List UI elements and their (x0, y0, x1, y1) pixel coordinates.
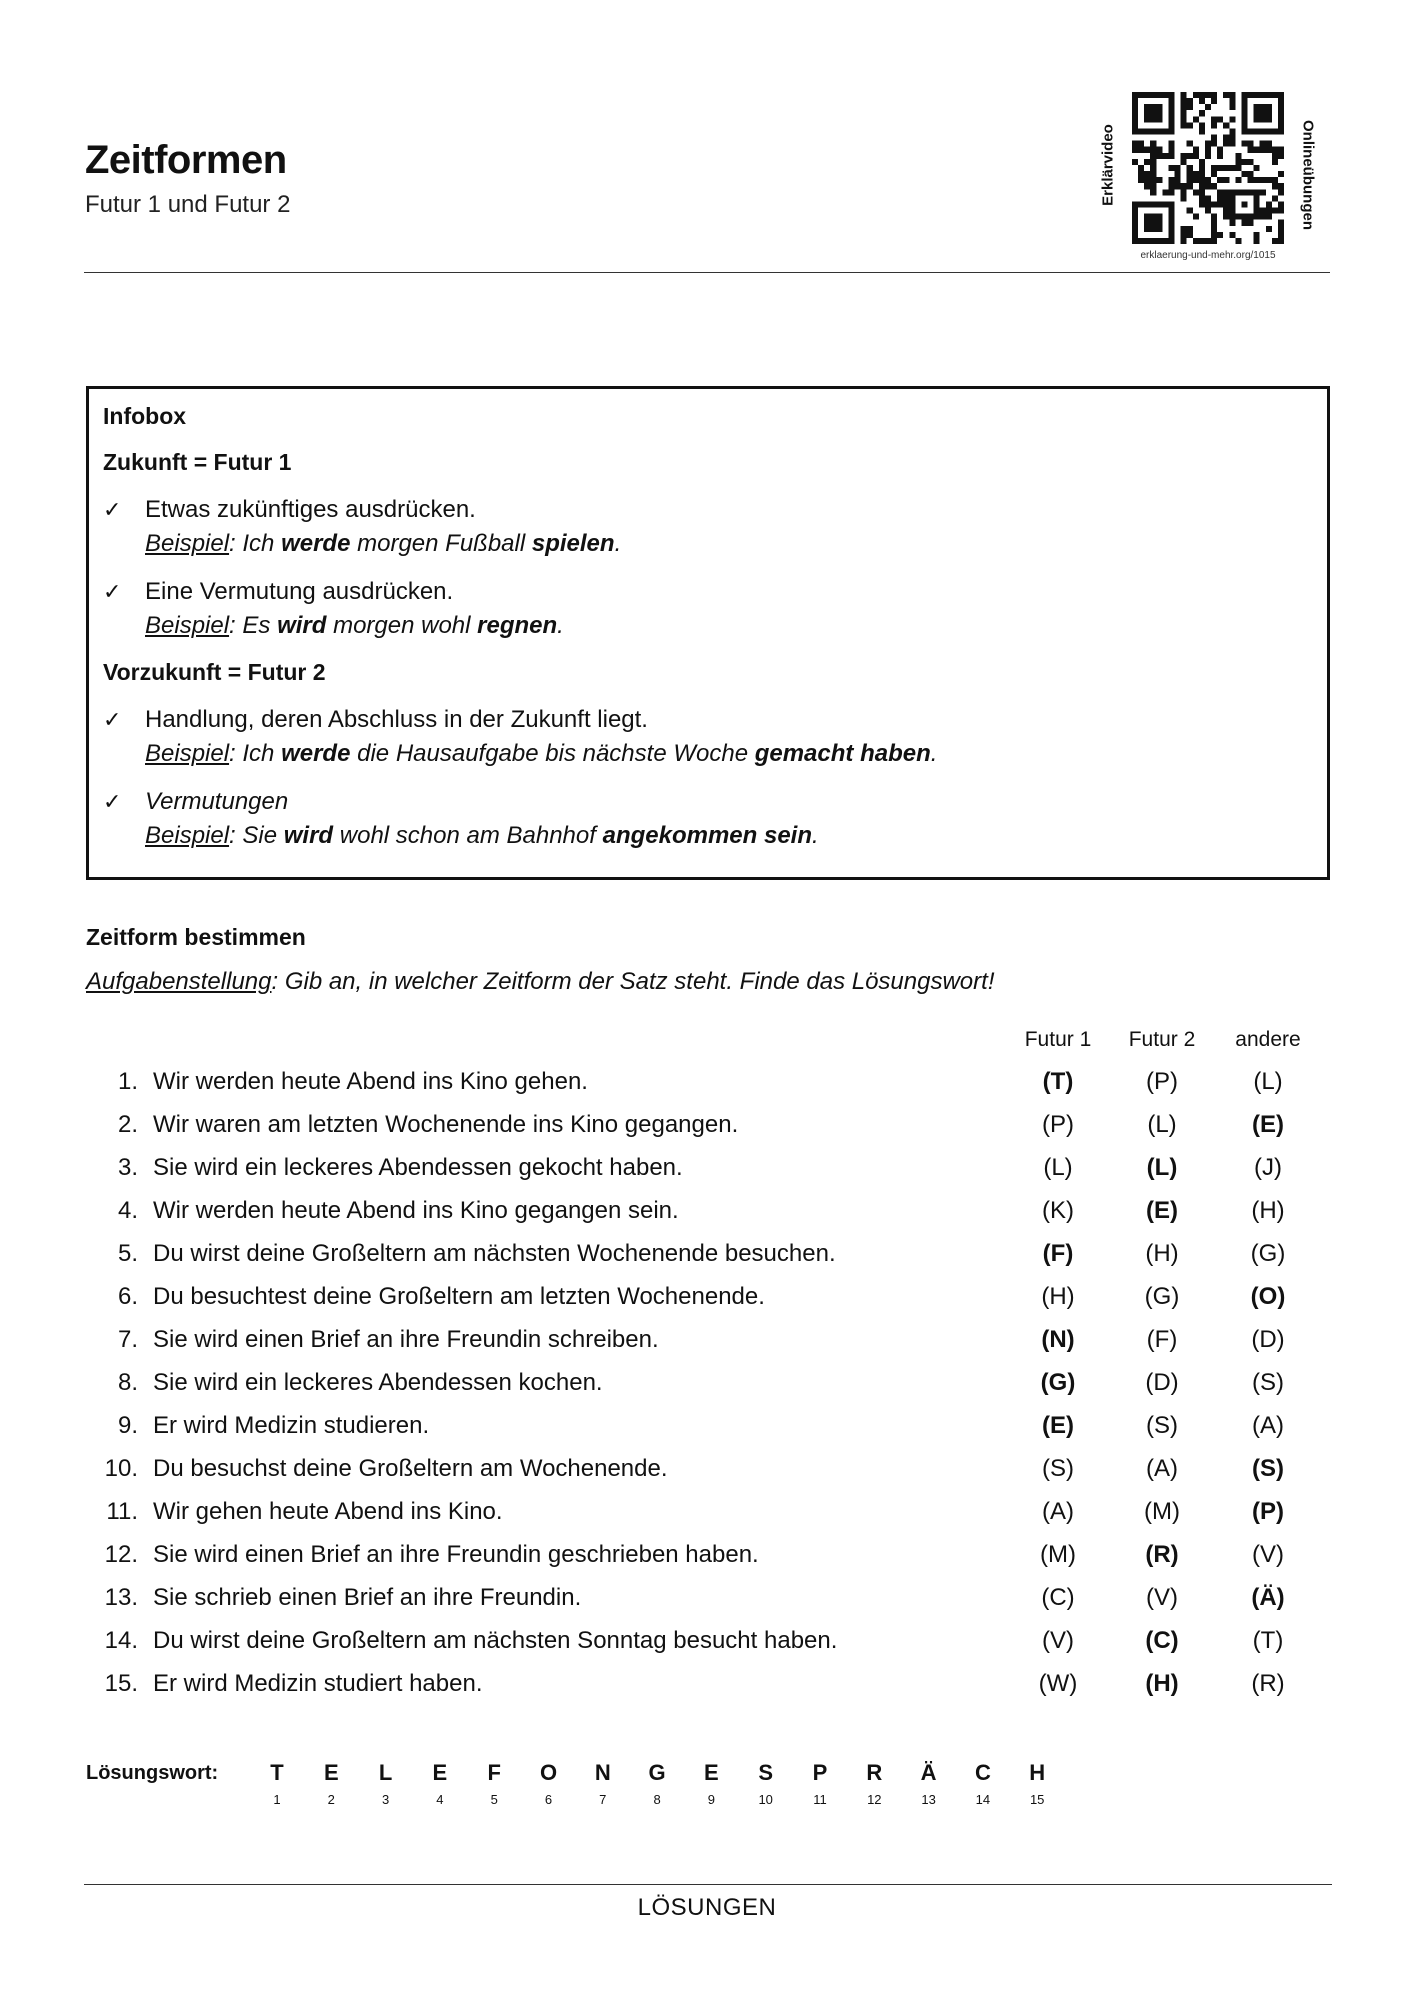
option[interactable]: (C) (1041, 1584, 1075, 1611)
exercise-row (0, 1541, 1414, 1581)
row-number: 12. (104, 1541, 138, 1568)
option[interactable]: (K) (1042, 1197, 1074, 1224)
option[interactable]: (M) (1144, 1498, 1180, 1525)
row-sentence: Wir gehen heute Abend ins Kino. (153, 1498, 503, 1525)
infobox-example: Beispiel: Es wird morgen wohl regnen. (145, 612, 564, 639)
exercise-row (0, 1154, 1414, 1194)
solution-letter: P (812, 1760, 828, 1785)
row-number: 3. (117, 1154, 138, 1181)
infobox (86, 386, 1330, 880)
row-number: 1. (117, 1068, 138, 1095)
solution-number: 3 (381, 1792, 390, 1807)
option[interactable]: (D) (1145, 1369, 1179, 1396)
solution-number: 6 (544, 1792, 553, 1807)
solution-number: 7 (599, 1792, 607, 1807)
option-selected[interactable]: (S) (1252, 1455, 1284, 1482)
page-title: Zeitformen (85, 138, 287, 182)
row-number: 4. (117, 1197, 138, 1224)
infobox-item-text: Eine Vermutung ausdrücken. (145, 578, 454, 605)
infobox-example: Beispiel: Sie wird wohl schon am Bahnhof angekommen sein. (145, 822, 819, 849)
page-subtitle: Futur 1 und Futur 2 (85, 191, 291, 218)
solution-letter: L (378, 1760, 393, 1785)
option[interactable]: (S) (1042, 1455, 1074, 1482)
solution-number: 11 (813, 1792, 827, 1807)
option[interactable]: (L) (1253, 1068, 1283, 1095)
solution-letter: S (758, 1760, 774, 1785)
exercise-row (0, 1283, 1414, 1323)
solution-number: 14 (975, 1792, 991, 1807)
option[interactable]: (M) (1040, 1541, 1076, 1568)
option-selected[interactable]: (H) (1145, 1670, 1179, 1697)
exercise-row (0, 1369, 1414, 1409)
exercise-row (0, 1197, 1414, 1237)
solution-number: 8 (653, 1792, 661, 1807)
option[interactable]: (J) (1254, 1154, 1282, 1181)
footer-label: LÖSUNGEN (637, 1894, 777, 1921)
solution-number: 9 (707, 1792, 715, 1807)
row-sentence: Sie wird einen Brief an ihre Freundin geschrieben haben. (153, 1541, 759, 1568)
exercise-row (0, 1627, 1414, 1667)
option-selected[interactable]: (P) (1252, 1498, 1284, 1525)
row-number: 6. (117, 1283, 138, 1310)
option[interactable]: (V) (1252, 1541, 1284, 1568)
solution-letter: Ä (920, 1760, 937, 1785)
solution-number: 1 (273, 1792, 281, 1807)
row-number: 7. (117, 1326, 138, 1353)
solution-letter: C (974, 1760, 991, 1785)
option[interactable]: (H) (1251, 1197, 1285, 1224)
option[interactable]: (A) (1146, 1455, 1178, 1482)
solution-letter: E (704, 1760, 719, 1785)
option[interactable]: (V) (1146, 1584, 1178, 1611)
row-sentence: Du besuchst deine Großeltern am Wochenende. (153, 1455, 668, 1482)
row-sentence: Du wirst deine Großeltern am nächsten Wochenende besuchen. (153, 1240, 836, 1267)
infobox-example: Beispiel: Ich werde die Hausaufgabe bis nächste Woche gemacht haben. (145, 740, 938, 767)
checkmark-icon: ✓ (103, 579, 122, 604)
qr-block (1090, 90, 1330, 268)
exercise-row (0, 1240, 1414, 1280)
qr-url: erklaerung-und-mehr.org/1015 (1140, 250, 1276, 261)
row-number: 11. (106, 1498, 138, 1525)
solution-letter: G (648, 1760, 666, 1785)
qr-left-label: Erklärvideo (1099, 124, 1117, 206)
option[interactable]: (W) (1038, 1670, 1078, 1697)
row-number: 2. (117, 1111, 138, 1138)
solution-letter: H (1029, 1760, 1046, 1785)
row-number: 8. (117, 1369, 138, 1396)
exercise-row (0, 1584, 1414, 1624)
option[interactable]: (S) (1252, 1369, 1284, 1396)
row-sentence: Wir werden heute Abend ins Kino gegangen sein. (153, 1197, 679, 1224)
option[interactable]: (H) (1041, 1283, 1075, 1310)
option-selected[interactable]: (R) (1145, 1541, 1179, 1568)
option-selected[interactable]: (Ä) (1251, 1584, 1285, 1611)
option[interactable]: (L) (1147, 1111, 1177, 1138)
infobox-section-futur1: Zukunft = Futur 1 (103, 449, 292, 475)
solution-number: 13 (921, 1792, 936, 1807)
checkmark-icon: ✓ (103, 789, 122, 814)
column-header-futur1: Futur 1 (1024, 1028, 1092, 1051)
solution-number: 5 (490, 1792, 498, 1807)
checkmark-icon: ✓ (103, 707, 122, 732)
infobox-title: Infobox (103, 403, 187, 429)
solution-letter: O (539, 1760, 558, 1785)
qr-right-label: Onlineübungen (1299, 120, 1317, 230)
option[interactable]: (A) (1252, 1412, 1284, 1439)
option[interactable]: (G) (1144, 1283, 1180, 1310)
qr-code-icon[interactable] (1132, 92, 1284, 244)
row-sentence: Du wirst deine Großeltern am nächsten Sonntag besucht haben. (153, 1627, 838, 1654)
infobox-item-text: Handlung, deren Abschluss in der Zukunft liegt. (145, 706, 648, 733)
exercise-heading: Zeitform bestimmen (86, 924, 306, 950)
option-selected[interactable]: (C) (1145, 1627, 1179, 1654)
option[interactable]: (D) (1251, 1326, 1285, 1353)
option-selected[interactable]: (G) (1040, 1369, 1076, 1396)
solution-number: 10 (758, 1792, 773, 1807)
option[interactable]: (L) (1043, 1154, 1073, 1181)
option-selected[interactable]: (E) (1252, 1111, 1284, 1138)
solution-letter: T (270, 1760, 284, 1785)
option-selected[interactable]: (E) (1146, 1197, 1178, 1224)
row-number: 14. (104, 1627, 138, 1654)
option[interactable]: (P) (1146, 1068, 1178, 1095)
column-header-andere: andere (1235, 1028, 1301, 1051)
option-selected[interactable]: (E) (1042, 1412, 1074, 1439)
option[interactable]: (F) (1146, 1326, 1178, 1353)
option[interactable]: (R) (1251, 1670, 1285, 1697)
exercise-row (0, 1412, 1414, 1452)
solution-number: 12 (867, 1792, 882, 1807)
infobox-example: Beispiel: Ich werde morgen Fußball spielen. (145, 530, 622, 557)
option-selected[interactable]: (L) (1146, 1154, 1178, 1181)
row-sentence: Du besuchtest deine Großeltern am letzten Wochenende. (153, 1283, 765, 1310)
option[interactable]: (G) (1250, 1240, 1286, 1267)
infobox-section-futur2: Vorzukunft = Futur 2 (103, 659, 326, 685)
row-number: 10. (104, 1455, 138, 1482)
option-selected[interactable]: (T) (1042, 1068, 1074, 1095)
option-selected[interactable]: (F) (1042, 1240, 1074, 1267)
solution-number: 15 (1029, 1792, 1045, 1807)
column-header-futur2: Futur 2 (1128, 1028, 1196, 1051)
exercise-row (0, 1498, 1414, 1538)
row-sentence: Er wird Medizin studiert haben. (153, 1670, 483, 1697)
solution-number: 2 (327, 1792, 335, 1807)
footer-divider (84, 1884, 1332, 1885)
solution-label: Lösungswort: (86, 1762, 219, 1784)
row-sentence: Wir werden heute Abend ins Kino gehen. (153, 1068, 588, 1095)
infobox-item-text: Vermutungen (145, 788, 289, 815)
exercise-row (0, 1326, 1414, 1366)
checkmark-icon: ✓ (103, 497, 122, 522)
option[interactable]: (P) (1042, 1111, 1074, 1138)
option[interactable]: (V) (1042, 1627, 1074, 1654)
solution-letter: R (866, 1760, 883, 1785)
option[interactable]: (H) (1145, 1240, 1179, 1267)
exercise-row (0, 1670, 1414, 1710)
row-sentence: Sie wird ein leckeres Abendessen kochen. (153, 1369, 603, 1396)
solution-letter: F (487, 1760, 501, 1785)
row-number: 5. (117, 1240, 138, 1267)
exercise-task: Aufgabenstellung: Gib an, in welcher Zeitform der Satz steht. Finde das Lösungswort! (86, 968, 995, 995)
row-sentence: Wir waren am letzten Wochenende ins Kino gegangen. (153, 1111, 739, 1138)
exercise-row (0, 1455, 1414, 1495)
option-selected[interactable]: (O) (1250, 1283, 1286, 1310)
row-number: 13. (104, 1584, 138, 1611)
header-divider (84, 272, 1330, 273)
row-sentence: Er wird Medizin studieren. (153, 1412, 430, 1439)
option[interactable]: (T) (1252, 1627, 1284, 1654)
solution-letter: E (432, 1760, 448, 1785)
row-sentence: Sie schrieb einen Brief an ihre Freundin. (153, 1584, 582, 1611)
option[interactable]: (A) (1042, 1498, 1074, 1525)
row-sentence: Sie wird ein leckeres Abendessen gekocht haben. (153, 1154, 683, 1181)
exercise-row (0, 1068, 1414, 1108)
row-number: 9. (117, 1412, 138, 1439)
option-selected[interactable]: (N) (1041, 1326, 1075, 1353)
option[interactable]: (S) (1146, 1412, 1178, 1439)
solution-letter: N (594, 1760, 611, 1785)
solution-number: 4 (436, 1792, 444, 1807)
infobox-item-text: Etwas zukünftiges ausdrücken. (145, 496, 476, 523)
solution-letter: E (323, 1760, 339, 1785)
row-number: 15. (104, 1670, 138, 1697)
exercise-row (0, 1111, 1414, 1151)
row-sentence: Sie wird einen Brief an ihre Freundin schreiben. (153, 1326, 659, 1353)
